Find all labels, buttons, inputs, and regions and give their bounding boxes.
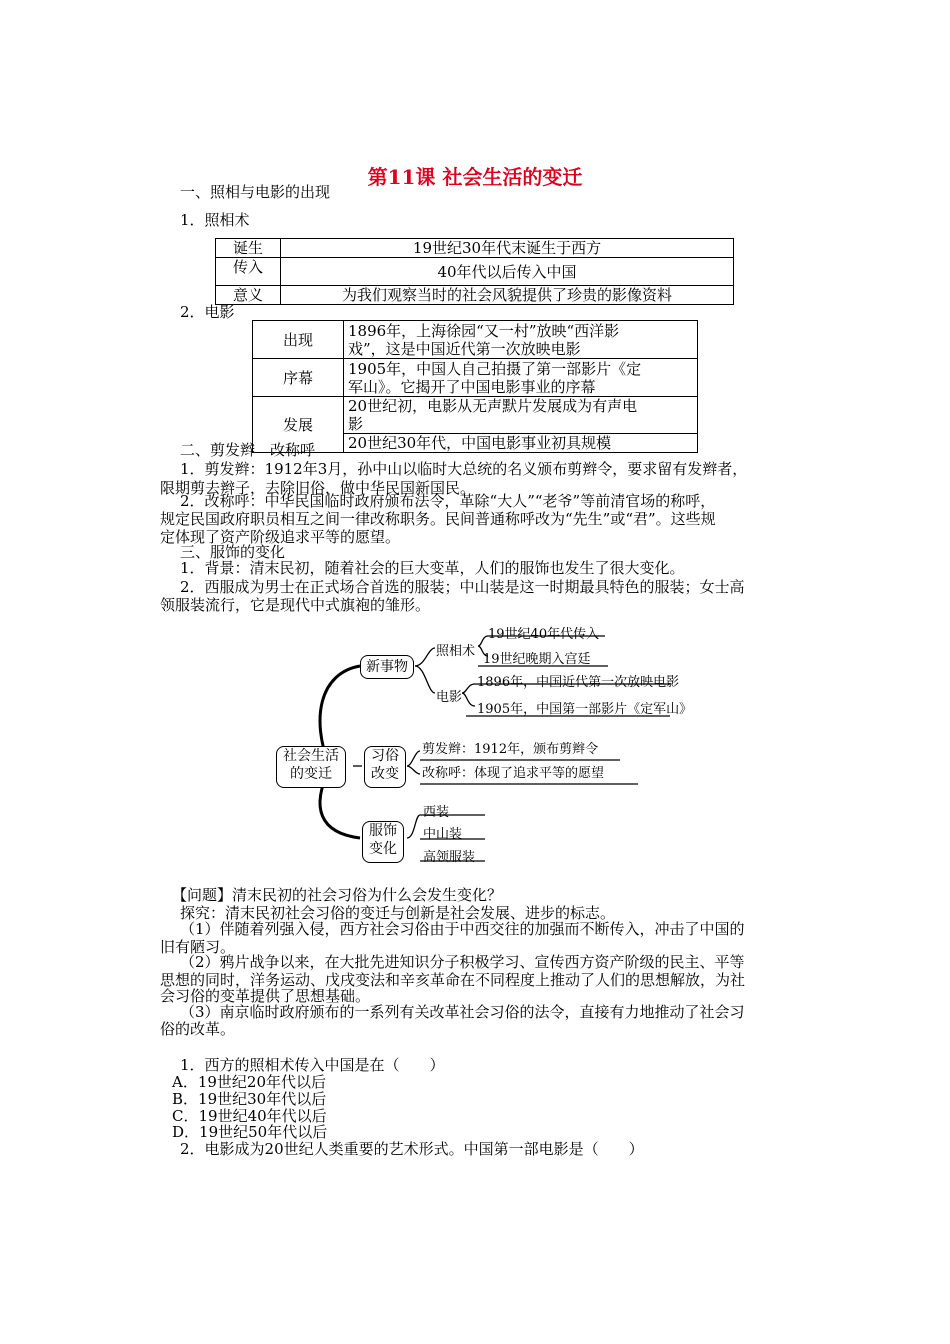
film-develop-line2: 影	[348, 415, 364, 433]
customs-line1: 习俗	[371, 748, 399, 764]
question-line6: 思想的同时，洋务运动、戊戌变法和辛亥革命在不同程度上推动了人们的思想解放，为社	[160, 971, 746, 989]
s2-p2-line1: 2．改称呼：中华民国临时政府颁布法令，革除“大人”“老爷”等前清官场的称呼，	[180, 492, 716, 510]
clothing-line1: 服饰	[369, 823, 397, 839]
node-clothing	[362, 821, 404, 863]
question-heading: 【问题】清末民初的社会习俗为什么会发生变化？	[172, 886, 503, 904]
mind-map-root	[276, 746, 346, 788]
mind-map	[270, 618, 693, 868]
exercise-2: 2．电影成为20世纪人类重要的艺术形式。中国第一部电影是（ ）	[180, 1140, 644, 1158]
photo-value-birth: 19世纪30年代末诞生于西方	[281, 239, 734, 258]
photo-heading: 1．照相术	[180, 211, 250, 229]
photo-value-meaning: 为我们观察当时的社会风貌提供了珍贵的影像资料	[281, 286, 734, 305]
customs-line2: 改变	[371, 766, 399, 782]
film-label-develop: 发展	[253, 397, 344, 453]
film-table	[252, 320, 698, 453]
root-line1: 社会生活	[283, 748, 339, 764]
film-value-develop-2: 20世纪30年代，中国电影事业初具规模	[344, 434, 698, 453]
film-prelude-line2: 军山》。它揭开了中国电影事业的序幕	[348, 377, 596, 396]
film-value-prelude	[344, 359, 698, 397]
exercise-1: 1．西方的照相术传入中国是在（ ）	[180, 1056, 445, 1074]
film-appear-line1: 1896年，上海徐园“又一村”放映“西洋影	[348, 321, 620, 340]
film-label-appear: 出现	[253, 321, 344, 359]
photo-label-birth: 诞生	[216, 239, 281, 258]
exercise-1-option-b: B．19世纪30年代以后	[172, 1090, 327, 1108]
s2-p1-line2: 限期剪去辫子，去除旧俗，做中华民国新国民。	[160, 479, 476, 497]
node-cut-queue: 剪发辫：1912年，颁布剪辫令	[422, 742, 599, 757]
node-western-suit: 西装	[423, 805, 450, 820]
photo-table	[215, 238, 734, 305]
film-prelude-line1: 1905年，中国人自己拍摄了第一部影片《定	[348, 359, 642, 378]
section-1-heading: 一、照相与电影的出现	[180, 183, 331, 201]
exercise-1-option-a: A．19世纪20年代以后	[172, 1073, 327, 1091]
film-heading: 2．电影	[180, 303, 235, 321]
photo-value-intro: 40年代以后传入中国	[281, 258, 734, 286]
section-2-heading: 二、剪发辫 改称呼	[180, 441, 316, 459]
film-value-appear	[344, 321, 698, 359]
node-zhongshan-suit: 中山装	[423, 827, 463, 842]
s3-p2-line1: 2．西服成为男士在正式场合首选的服装；中山装是这一时期最具特色的服装；女士高	[180, 578, 745, 596]
question-line8: （3）南京临时政府颁布的一系列有关改革社会习俗的法令，直接有力地推动了社会习	[180, 1003, 745, 1021]
question-line5: （2）鸦片战争以来，在大批先进知识分子积极学习、宣传西方资产阶级的民主、平等	[180, 953, 745, 971]
exercise-1-option-c: C．19世纪40年代以后	[172, 1107, 327, 1125]
node-photography: 照相术	[436, 644, 476, 659]
section-3-heading: 三、服饰的变化	[180, 543, 286, 561]
film-develop-line1: 20世纪初，电影从无声默片发展成为有声电	[348, 397, 638, 415]
node-high-collar: 高领服装	[423, 850, 476, 865]
s2-p1-line1: 1．剪发辫：1912年3月，孙中山以临时大总统的名义颁布剪辫令，要求留有发辫者，	[180, 460, 748, 478]
s2-p2-line3: 定体现了资产阶级追求平等的愿望。	[160, 528, 401, 546]
node-photo-1: 19世纪40年代传入	[488, 627, 600, 642]
s2-p2-line2: 规定民国政府职员相互之间一律改称职务。民间普通称呼改为“先生”或“君”。这些规	[160, 510, 716, 528]
question-line9: 俗的改革。	[160, 1020, 236, 1038]
root-line2: 的变迁	[290, 766, 332, 782]
node-film-2: 1905年，中国第一部影片《定军山》	[477, 702, 693, 717]
s3-p2-line2: 领服装流行，它是现代中式旗袍的雏形。	[160, 596, 431, 614]
node-photo-2: 19世纪晚期入宫廷	[483, 652, 591, 667]
film-appear-line2: 戏”，这是中国近代第一次放映电影	[348, 339, 581, 358]
question-line3: （1）伴随着列强入侵，西方社会习俗由于中西交往的加强而不断传入，冲击了中国的	[180, 920, 745, 938]
question-line4: 旧有陋习。	[160, 938, 236, 956]
node-customs	[364, 746, 406, 788]
question-line7: 会习俗的变革提供了思想基础。	[160, 987, 371, 1005]
node-film-1: 1896年，中国近代第一次放映电影	[477, 675, 680, 690]
film-value-develop-1	[344, 397, 698, 434]
exercise-1-option-d: D．19世纪50年代以后	[172, 1123, 328, 1141]
photo-label-intro: 传入	[216, 258, 281, 286]
clothing-line2: 变化	[369, 841, 397, 857]
question-line2: 探究：清末民初社会习俗的变迁与创新是社会发展、进步的标志。	[180, 904, 616, 922]
photo-label-meaning: 意义	[216, 286, 281, 305]
s3-p1: 1．背景：清末民初，随着社会的巨大变革，人们的服饰也发生了很大变化。	[180, 559, 685, 577]
node-new-things: 新事物	[360, 655, 414, 679]
film-label-prelude: 序幕	[253, 359, 344, 397]
node-change-address: 改称呼：体现了追求平等的愿望	[422, 766, 605, 781]
node-film: 电影	[436, 690, 463, 705]
page-title: 第11课 社会生活的变迁	[367, 165, 583, 189]
